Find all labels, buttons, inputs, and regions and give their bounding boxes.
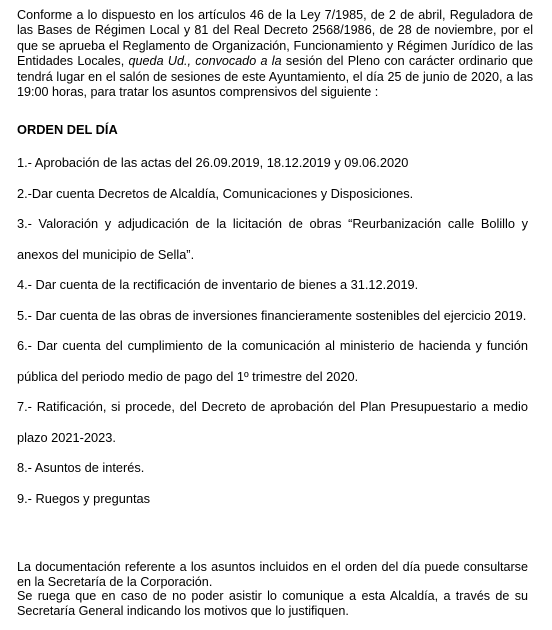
intro-paragraph (17, 8, 533, 100)
agenda-heading: ORDEN DEL DÍA (17, 122, 118, 137)
agenda-item-2: 2.-Dar cuenta Decretos de Alcaldía, Comunicaciones y Disposiciones. (17, 185, 414, 201)
agenda-item-6: 6.- Dar cuenta del cumplimiento de la comunicación al ministerio de hacienda y función pública del periodo medio de pago del 1º trimestre del 2020. (17, 338, 528, 384)
footer-notes (17, 560, 528, 618)
agenda-item-8: 8.- Asuntos de interés. (17, 460, 145, 475)
footer-documentation-note: La documentación referente a los asuntos incluidos en el orden del día puede consultarse en la Secretaría de la Corporación. (17, 560, 528, 589)
agenda-item-1: 1.- Aprobación de las actas del 26.09.2019, 18.12.2019 y 09.06.2020 (17, 155, 409, 170)
footer-attendance-note: Se ruega que en caso de no poder asistir lo comunique a esta Alcaldía, a través de su Secretaría General indicando los motivos que lo justifiquen. (17, 589, 528, 618)
agenda-list (17, 148, 528, 514)
agenda-item-4: 4.- Dar cuenta de la rectificación de inventario de bienes a 31.12.2019. (17, 277, 419, 292)
intro-emphasis: queda Ud., convocado a la (128, 54, 282, 69)
agenda-item-7: 7.- Ratificación, si procede, del Decreto de aprobación del Plan Presupuestario a medio plazo 2021-2023. (17, 399, 528, 445)
agenda-item-5: 5.- Dar cuenta de las obras de inversiones financieramente sostenibles del ejercicio 2019. (17, 307, 527, 323)
intro-text-before: Conforme a lo dispuesto en los artículos 46 de la Ley 7/1985, de 2 de abril, Reguladora de las Bases de Régimen Local y 81 del Real Decreto 2568/1986, de 28 de noviembre, por el que se aprueba el Reglamento de Organización, Funcionamiento y Régimen Jurídico de las Entidades Locales, (17, 8, 533, 69)
agenda-item-3: 3.- Valoración y adjudicación de la licitación de obras “Reurbanización calle Bolillo y anexos del municipio de Sella”. (17, 216, 528, 262)
intro-text-after: sesión del Pleno con carácter ordinario que tendrá lugar en el salón de sesiones de este Ayuntamiento, el día 25 de junio de 2020, a las 19:00 horas, para tratar los asuntos comprensivos del siguiente : (17, 54, 534, 100)
agenda-item-9: 9.- Ruegos y preguntas (17, 490, 151, 506)
